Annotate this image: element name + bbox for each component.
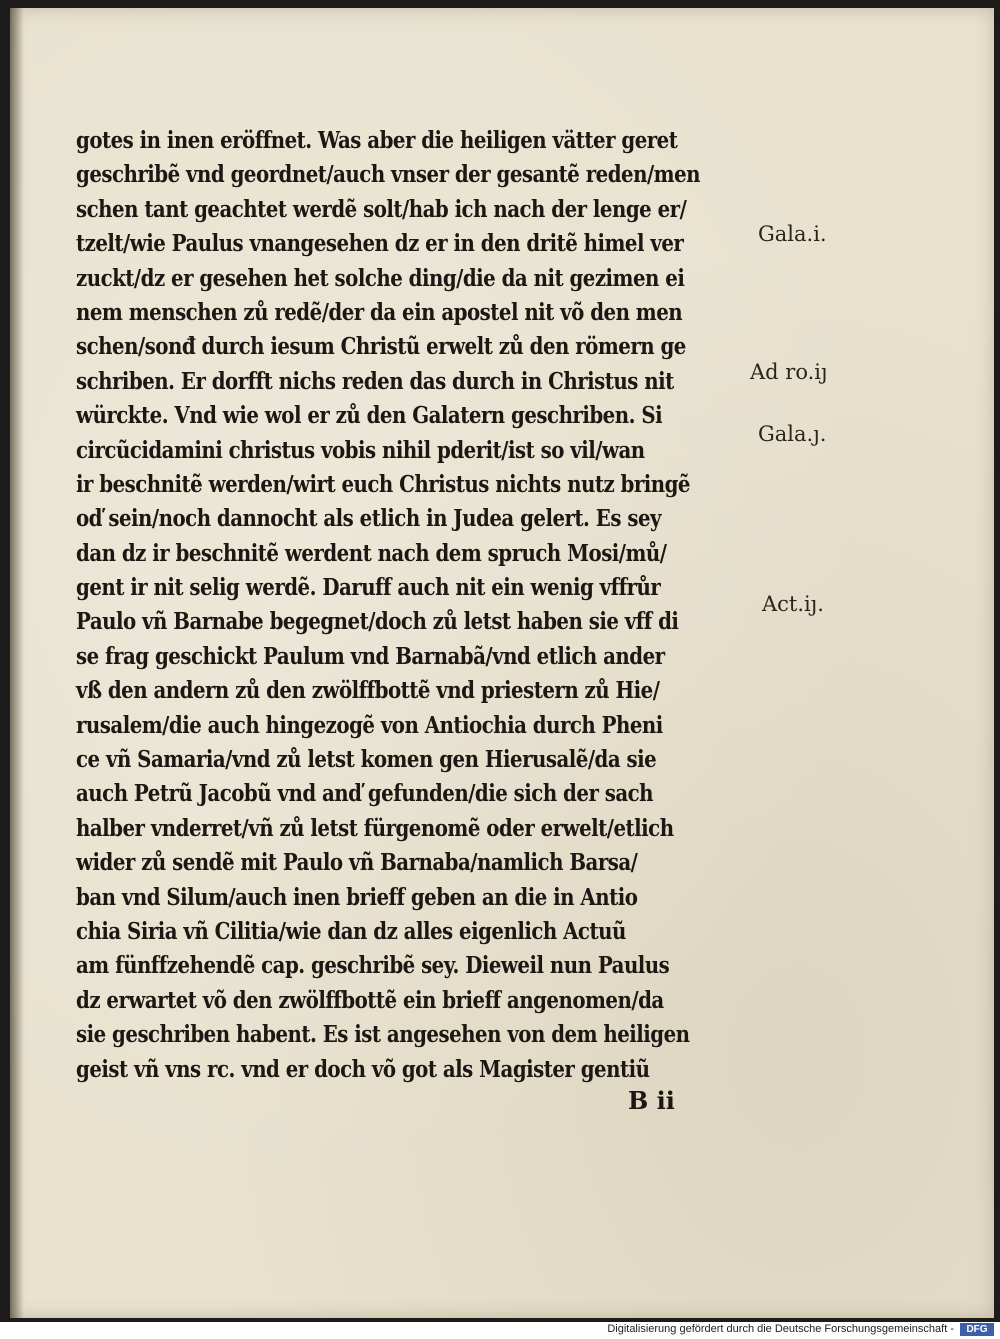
signature-mark: B ii [628,1086,675,1115]
text-line: ban vnd Silum/auch inen brieff geben an die in Antio [76,883,638,911]
text-line: schriben. Er dorfft nichs reden das durch in Christus nit [76,367,674,395]
text-line: schen/sonđ durch iesum Christũ erwelt zů den römern ge [76,333,686,361]
margin-note-gala-5: Gala.ȷ. [758,422,827,446]
main-text-block [76,124,756,1087]
text-line: se frag geschickt Paulum vnd Barnabã/vnd etlich ander [76,642,665,670]
margin-note-act: Act.iȷ. [762,592,824,616]
text-line: dan dz ir beschnitẽ werdent nach dem spruch Mosi/mů/ [76,539,667,567]
text-line: auch Petrũ Jacobũ vnd anď gefunden/die sich der sach [76,780,654,808]
text-line: oď sein/noch dannocht als etlich in Judea gelert. Es sey [76,505,662,533]
text-line: rusalem/die auch hingezogẽ von Antiochia durch Pheni [76,711,663,739]
text-line: zuckt/dz er gesehen het solche ding/die da nit gezimen ei [76,264,685,292]
text-line: gent ir nit selig werdẽ. Daruff auch nit ein wenig vffrůr [76,574,661,602]
text-line: schen tant geachtet werdẽ solt/hab ich nach der lenge er/ [76,195,687,223]
text-line: sie geschriben habent. Es ist angesehen von dem heiligen [76,1021,690,1049]
text-line: gotes in inen eröffnet. Was aber die heiligen vätter geret [76,127,678,154]
spine-shadow [10,8,24,1318]
text-line: tzelt/wie Paulus vnangesehen dz er in den dritẽ himel ver [76,230,684,258]
book-page [10,8,994,1318]
text-line: geist vñ vns rc. vnd er doch võ got als Magister gentiũ [76,1055,650,1083]
text-line: Paulo vñ Barnabe begegnet/doch zů letst haben sie vff di [76,608,679,636]
text-line: wider zů sendẽ mit Paulo vñ Barnaba/namlich Barsa/ [76,849,638,877]
text-line: circũcidamini christus vobis nihil pderit/ist so vil/wan [76,436,645,464]
text-line: vß den andern zů den zwölffbottẽ vnd priestern zů Hie/ [76,677,660,705]
footer-credit: Digitalisierung gefördert durch die Deutsche Forschungsgemeinschaft - [607,1323,954,1335]
dfg-logo: DFG [960,1323,994,1336]
text-line: nem menschen zů redẽ/der da ein apostel nit võ den men [76,298,683,326]
text-line: geschribẽ vnd geordnet/auch vnser der gesantẽ reden/men [76,161,701,189]
text-line: ir beschnitẽ werden/wirt euch Christus nichts nutz bringẽ [76,470,690,498]
text-line: chia Siria vñ Cilitia/wie dan dz alles eigenlich Actuũ [76,917,626,945]
margin-note-ad-ro: Ad ro.iȷ [750,360,828,384]
text-line: dz erwartet võ den zwölffbottẽ ein brieff angenomen/da [76,986,664,1014]
text-line: ce vñ Samaria/vnd zů letst komen gen Hierusalẽ/da sie [76,746,657,774]
margin-note-gala-1: Gala.i. [758,222,827,246]
text-line: halber vnderret/vñ zů letst fürgenomẽ oder erwelt/etlich [76,814,674,842]
text-line: am fünffzehendẽ cap. geschribẽ sey. Dieweil nun Paulus [76,952,670,980]
text-line: würckte. Vnd wie wol er zů den Galatern geschriben. Si [76,402,663,430]
